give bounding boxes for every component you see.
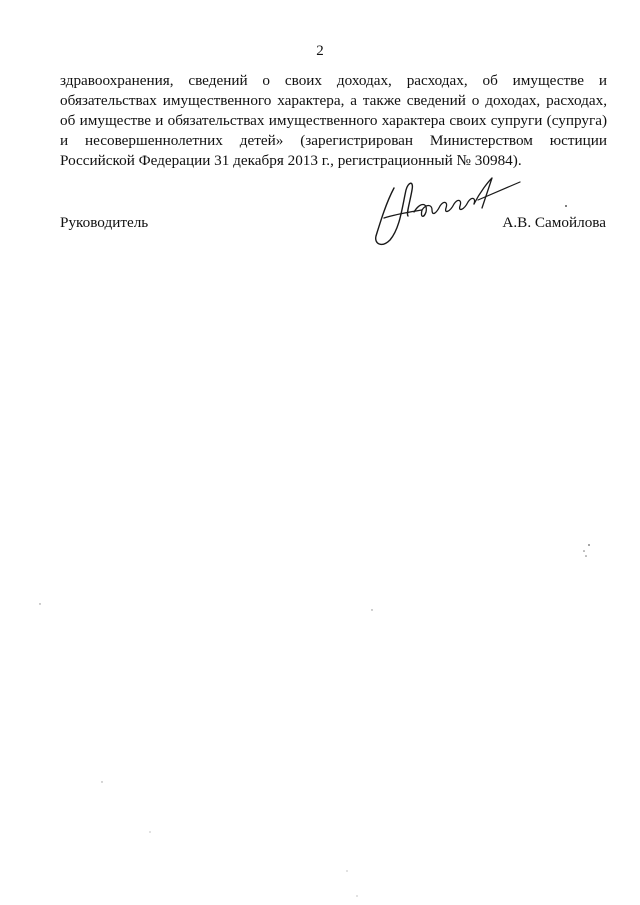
body-paragraph [60,71,607,171]
handwritten-signature [366,168,526,250]
paragraph-line: Российской Федерации 31 декабря 2013 г., регистрационный № 30984). [60,152,522,169]
signer-title: Руководитель [60,214,149,231]
paragraph-line: и несовершеннолетних детей» (зарегистрирован Министерством юстиции [60,132,607,149]
signer-name: А.В. Самойлова [502,214,606,231]
paragraph-line: здравоохранения, сведений о своих доходах, расходах, об имуществе и [60,72,607,89]
paragraph-line: обязательствах имущественного характера, а также сведений о доходах, расходах, [60,92,607,109]
page-number: 2 [316,43,324,59]
paragraph-line: об имуществе и обязательствах имущественного характера своих супруги (супруга) [60,112,607,129]
